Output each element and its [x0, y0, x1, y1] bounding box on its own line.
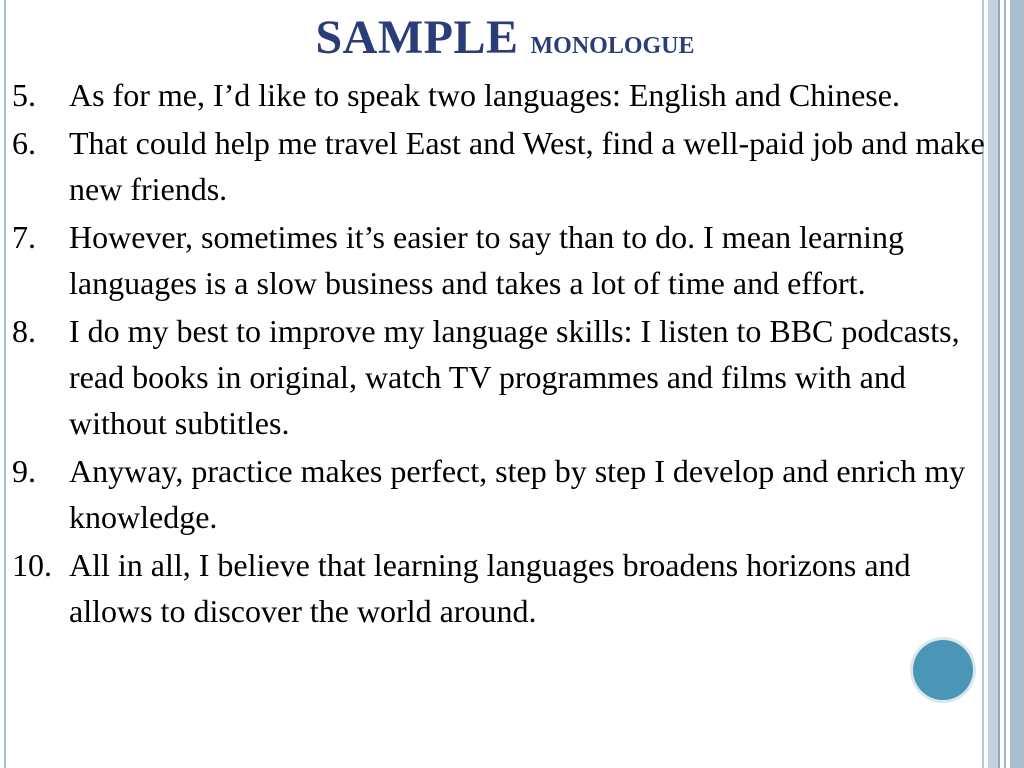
list-item-text: That could help me travel East and West, find a well-paid job and make new friends. — [69, 125, 985, 207]
border-stripe — [1010, 0, 1024, 768]
decorative-circle — [913, 640, 973, 700]
slide-title-main: SAMPLE — [315, 11, 519, 64]
list-item-text: Anyway, practice makes perfect, step by step I develop and enrich my knowledge. — [69, 453, 966, 535]
list-item-text: All in all, I believe that learning languages broadens horizons and allows to discover the world around. — [69, 547, 911, 629]
list-item — [12, 308, 987, 446]
border-stripe — [1004, 0, 1006, 768]
list-item-number: 9. — [12, 453, 36, 489]
list-item-number: 10. — [12, 547, 52, 583]
list-item-number: 5. — [12, 77, 36, 113]
list-item-number: 6. — [12, 125, 36, 161]
list-item — [12, 120, 987, 212]
list-item-number: 7. — [12, 219, 36, 255]
list-item — [12, 448, 987, 540]
list-item-text: As for me, I’d like to speak two languages: English and Chinese. — [69, 77, 900, 113]
list-item — [12, 214, 987, 306]
border-stripe — [988, 0, 998, 768]
monologue-list — [12, 72, 987, 636]
list-item — [12, 72, 987, 118]
left-border-rule — [4, 0, 6, 768]
slide-title — [0, 10, 1010, 65]
list-item-number: 8. — [12, 313, 36, 349]
right-border-decoration — [982, 0, 1024, 768]
list-item-text: However, sometimes it’s easier to say than to do. I mean learning languages is a slow business and takes a lot of time and effort. — [69, 219, 904, 301]
list-item — [12, 542, 987, 634]
slide-title-sub: monologue — [530, 24, 695, 61]
list-item-text: I do my best to improve my language skills: I listen to BBC podcasts, read books in original, watch TV programmes and films with and without subtitles. — [69, 313, 960, 441]
border-stripe — [998, 0, 1000, 768]
